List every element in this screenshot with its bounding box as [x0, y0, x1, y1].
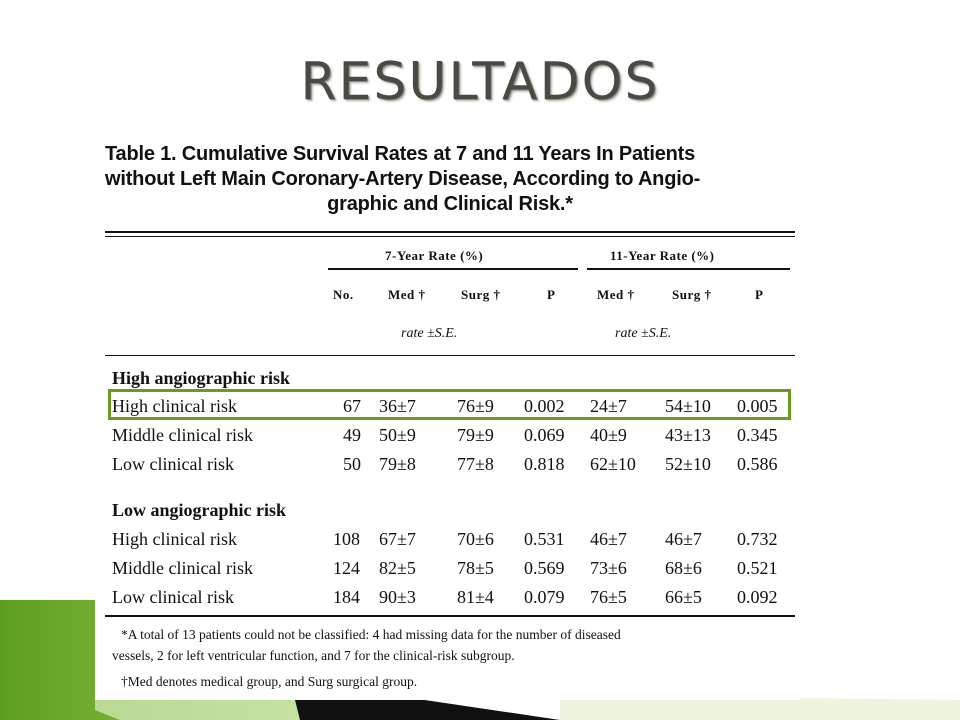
table-cell: 82±5 — [379, 558, 416, 578]
table-cell: 67 — [343, 396, 361, 416]
row-label: High clinical risk — [112, 529, 237, 549]
table-cell: 0.569 — [524, 558, 565, 578]
table-cell: 108 — [333, 529, 360, 549]
caption-line: without Left Main Coronary-Artery Disease, According to Angio- — [105, 168, 701, 190]
column-header: Med † — [597, 287, 635, 302]
table-cell: 78±5 — [457, 558, 494, 578]
group-label: High angiographic risk — [112, 368, 291, 388]
column-header: P — [755, 287, 764, 302]
table-cell: 90±3 — [379, 587, 416, 607]
table-cell: 62±10 — [590, 454, 636, 474]
table-cell: 0.092 — [737, 587, 778, 607]
header-rule — [105, 355, 795, 356]
table-cell: 54±10 — [665, 396, 711, 416]
table-cell: 79±9 — [457, 425, 494, 445]
top-rule — [105, 231, 795, 233]
table-cell: 36±7 — [379, 396, 416, 416]
table-cell: 76±9 — [457, 396, 494, 416]
caption-line: Table 1. Cumulative Survival Rates at 7 and 11 Years In Patients — [105, 143, 696, 165]
row-highlight-box — [108, 389, 791, 420]
table-cell: 124 — [333, 558, 360, 578]
table-cell: 184 — [333, 587, 360, 607]
table-cell: 77±8 — [457, 454, 494, 474]
row-label: Middle clinical risk — [112, 558, 253, 578]
row-label: High clinical risk — [112, 396, 237, 416]
caption-line: graphic and Clinical Risk.* — [327, 193, 573, 215]
column-header: Med † — [388, 287, 426, 302]
table-cell: 0.531 — [524, 529, 565, 549]
group-label: Low angiographic risk — [112, 500, 287, 520]
footnote: vessels, 2 for left ventricular function, and 7 for the clinical-risk subgroup. — [112, 648, 515, 663]
table-cell: 66±5 — [665, 587, 702, 607]
footnote: †Med denotes medical group, and Surg surgical group. — [121, 674, 418, 689]
row-label: Middle clinical risk — [112, 425, 253, 445]
table-cell: 0.002 — [524, 396, 565, 416]
table-cell: 67±7 — [379, 529, 416, 549]
row-label: Low clinical risk — [112, 587, 234, 607]
table-cell: 50 — [343, 454, 361, 474]
table-cell: 0.521 — [737, 558, 778, 578]
table-cell: 0.005 — [737, 396, 778, 416]
table-cell: 0.818 — [524, 454, 565, 474]
table-cell: 81±4 — [457, 587, 494, 607]
table-cell: 50±9 — [379, 425, 416, 445]
group-underline — [328, 268, 578, 270]
footnote: *A total of 13 patients could not be classified: 4 had missing data for the number of diseased — [121, 627, 621, 642]
subheader-rate: rate ±S.E. — [615, 326, 672, 341]
group-underline — [587, 268, 790, 270]
table-cell: 0.079 — [524, 587, 565, 607]
table-cell: 76±5 — [590, 587, 627, 607]
column-header: No. — [333, 287, 354, 302]
table-cell: 43±13 — [665, 425, 711, 445]
column-header: Surg † — [672, 287, 712, 302]
subheader-rate: rate ±S.E. — [401, 326, 458, 341]
table-cell: 0.732 — [737, 529, 778, 549]
table-cell: 73±6 — [590, 558, 627, 578]
column-header: P — [547, 287, 556, 302]
table-cell: 0.069 — [524, 425, 565, 445]
table-cell: 0.586 — [737, 454, 778, 474]
table-cell: 52±10 — [665, 454, 711, 474]
table-cell: 40±9 — [590, 425, 627, 445]
column-header: Surg † — [461, 287, 501, 302]
bottom-rule — [105, 615, 795, 617]
table-caption — [105, 142, 795, 217]
table-cell: 70±6 — [457, 529, 494, 549]
table-cell: 68±6 — [665, 558, 702, 578]
table-cell: 79±8 — [379, 454, 416, 474]
group-header-11yr: 11-Year Rate (%) — [610, 248, 715, 263]
table-cell: 24±7 — [590, 396, 627, 416]
table-cell: 46±7 — [665, 529, 702, 549]
table-cell: 0.345 — [737, 425, 778, 445]
group-header-7yr: 7-Year Rate (%) — [385, 248, 484, 263]
table-cell: 46±7 — [590, 529, 627, 549]
top-rule — [105, 236, 795, 237]
row-label: Low clinical risk — [112, 454, 234, 474]
table-cell: 49 — [343, 425, 361, 445]
slide-title: RESULTADOS — [300, 52, 660, 112]
